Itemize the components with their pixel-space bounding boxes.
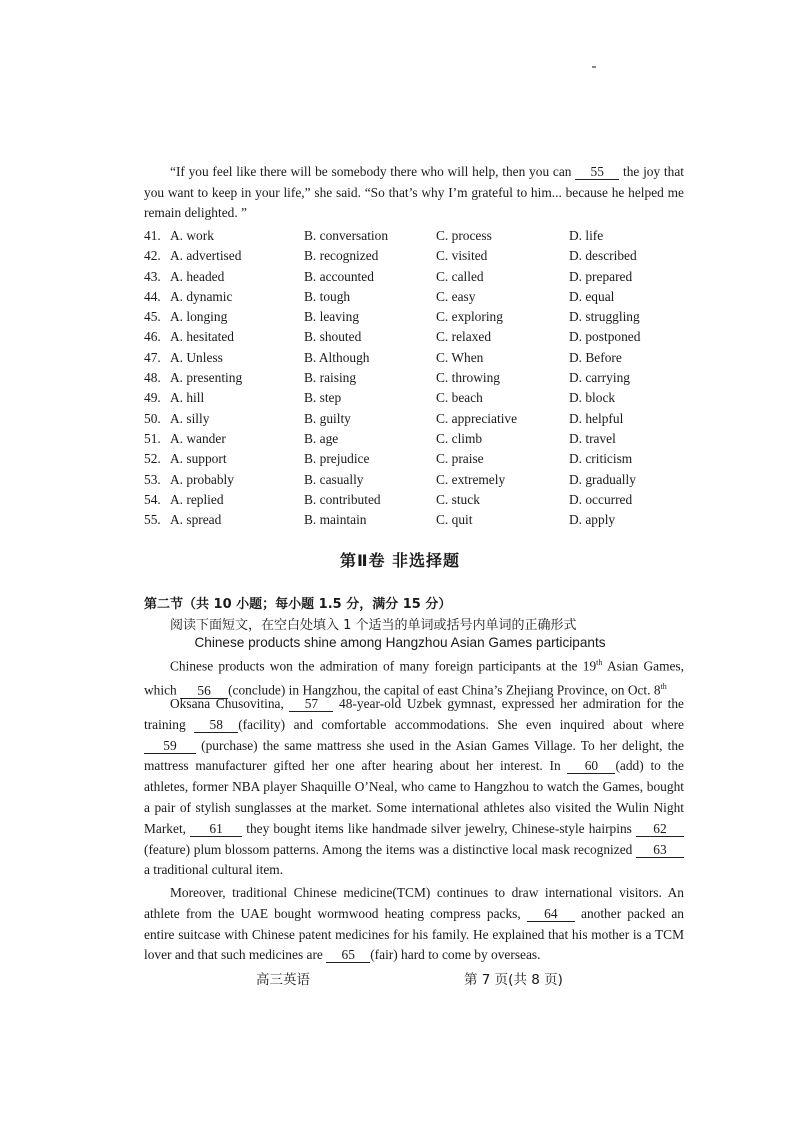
blank-55: 55: [575, 164, 619, 180]
option-b: B. contributed: [304, 491, 381, 507]
blank-63: 63: [636, 842, 684, 858]
option-b: B. Although: [304, 349, 370, 365]
options-list: [144, 226, 684, 530]
option-d: D. described: [569, 248, 637, 264]
option-b: B. tough: [304, 288, 351, 304]
option-d: D. gradually: [569, 471, 636, 487]
question-number: 51.: [144, 430, 161, 446]
option-c: C. called: [436, 268, 484, 284]
option-row: [144, 449, 684, 469]
option-a: A. wander: [170, 430, 226, 446]
option-row: [144, 267, 684, 287]
option-a: A. Unless: [170, 349, 223, 365]
option-d: D. equal: [569, 288, 615, 304]
option-c: C. climb: [436, 430, 483, 446]
blank-60: 60: [567, 758, 615, 774]
option-row: [144, 348, 684, 368]
question-number: 48.: [144, 370, 161, 386]
option-a: A. replied: [170, 491, 224, 507]
option-a: A. presenting: [170, 370, 243, 386]
option-d: D. criticism: [569, 451, 633, 467]
option-row: [144, 429, 684, 449]
blank-65: 65: [326, 947, 370, 963]
option-row: [144, 246, 684, 266]
question-number: 41.: [144, 228, 161, 243]
option-b: B. step: [304, 390, 342, 406]
option-b: B. leaving: [304, 309, 360, 325]
option-row: [144, 388, 684, 408]
option-row: [144, 368, 684, 388]
passage-paragraph-1: Chinese products won the admiration of many foreign participants at the 19th Asian Games, which 56 (conclude) in Hangzhou, the capital of east China’s Zhejiang Province, on Oct. 8th: [144, 658, 684, 698]
option-d: D. postponed: [569, 329, 641, 345]
passage-paragraph-3: Moreover, traditional Chinese medicine(TCM) continues to draw international visitors. An athlete from the UAE bought wormwood heating compress packs, 64 another packed an entire suitcase with Chinese patent medicines for his family. He explained that his mother is a TCM lover and that such medicines are 65 (fair) hard to come by overseas.: [144, 885, 684, 963]
option-row: [144, 470, 684, 490]
option-row: [144, 287, 684, 307]
option-d: D. carrying: [569, 370, 630, 386]
question-number: 54.: [144, 491, 161, 507]
option-b: B. accounted: [304, 268, 374, 284]
option-d: D. apply: [569, 512, 616, 528]
question-number: 55.: [144, 512, 161, 528]
option-row: [144, 510, 684, 530]
section2-header: 第二节（共 10 小题；每小题 1.5 分，满分 15 分）: [144, 597, 452, 612]
option-a: A. support: [170, 451, 227, 467]
option-a: A. hesitated: [170, 329, 234, 345]
option-b: B. raising: [304, 370, 357, 386]
question-number: 44.: [144, 288, 161, 304]
option-a: A. advertised: [170, 248, 242, 264]
option-row: [144, 226, 684, 246]
question-number: 53.: [144, 471, 161, 487]
option-c: C. exploring: [436, 309, 503, 325]
option-d: D. block: [569, 390, 616, 406]
option-a: A. work: [170, 228, 214, 243]
footer-subject: 高三英语: [256, 972, 310, 988]
option-c: C. praise: [436, 451, 484, 467]
section-title: 第Ⅱ卷 非选择题: [339, 551, 461, 570]
option-b: B. guilty: [304, 410, 351, 426]
option-row: [144, 490, 684, 510]
option-row: [144, 409, 684, 429]
option-b: B. prejudice: [304, 451, 370, 467]
option-c: C. easy: [436, 288, 476, 304]
blank-61: 61: [190, 821, 242, 837]
option-c: C. appreciative: [436, 410, 518, 426]
option-a: A. probably: [170, 471, 234, 487]
blank-57: 57: [289, 696, 333, 712]
instruction: 阅读下面短文，在空白处填入 1 个适当的单词或括号内单词的正确形式: [170, 618, 577, 633]
question-number: 43.: [144, 268, 161, 284]
question-number: 49.: [144, 390, 161, 406]
blank-58: 58: [194, 717, 238, 733]
blank-56: 56: [180, 683, 228, 699]
option-c: C. throwing: [436, 370, 500, 386]
option-b: B. maintain: [304, 512, 367, 528]
blank-64: 64: [527, 906, 575, 922]
passage-paragraph-2: Oksana Chusovitina, 57 48-year-old Uzbek gymnast, expressed her admiration for the training 58 (facility) and comfortable accommodations. She even inquired about where 59 (purchase) the same mattress she used in the Asian Games Village. To her delight, the mattress manufacturer gifted her one after hearing about her interest. In 60 (add) to the athletes, former NBA player Shaquille O’Neal, who came to Hangzhou to watch the Games, bought a pair of stylish sunglasses at the market. Some international athletes also visited the Wulin Night Market, 61 they bought items like handmade silver jewelry, Chinese-style hairpins 62(feature) plum blossom patterns. Among the items was a distinctive local mask recognized 63 a traditional cultural item.: [144, 696, 684, 878]
option-a: A. longing: [170, 309, 228, 325]
option-a: A. silly: [170, 410, 210, 426]
passage-headline: Chinese products shine among Hangzhou Asian Games participants: [194, 635, 606, 650]
question-number: 45.: [144, 309, 161, 325]
option-b: B. shouted: [304, 329, 362, 345]
scan-mark: [592, 66, 596, 68]
option-d: D. occurred: [569, 491, 633, 507]
option-c: C. quit: [436, 512, 473, 528]
option-row: [144, 307, 684, 327]
option-d: D. travel: [569, 430, 616, 446]
blank-62: 62: [636, 821, 684, 837]
question-number: 50.: [144, 410, 161, 426]
option-b: B. casually: [304, 471, 364, 487]
intro-paragraph: “If you feel like there will be somebody there who will help, then you can 55 the joy that you want to keep in your life,” she said. “So that’s why I’m grateful to him... because he helped me remain delighted. ”: [144, 164, 684, 220]
question-number: 42.: [144, 248, 161, 264]
option-a: A. hill: [170, 390, 205, 406]
option-b: B. conversation: [304, 228, 389, 243]
question-number: 47.: [144, 349, 161, 365]
option-row: [144, 327, 684, 347]
footer-page-number: 第 7 页(共 8 页): [464, 972, 563, 988]
option-d: D. Before: [569, 349, 622, 365]
option-b: B. age: [304, 430, 339, 446]
option-c: C. stuck: [436, 491, 480, 507]
question-number: 52.: [144, 451, 161, 467]
option-d: D. prepared: [569, 268, 633, 284]
question-number: 46.: [144, 329, 161, 345]
option-d: D. life: [569, 228, 604, 243]
option-a: A. headed: [170, 268, 225, 284]
option-d: D. helpful: [569, 410, 624, 426]
option-d: D. struggling: [569, 309, 640, 325]
option-c: C. When: [436, 349, 484, 365]
option-c: C. relaxed: [436, 329, 492, 345]
option-a: A. spread: [170, 512, 222, 528]
option-c: C. visited: [436, 248, 488, 264]
option-a: A. dynamic: [170, 288, 233, 304]
blank-59: 59: [144, 738, 196, 754]
option-c: C. process: [436, 228, 492, 243]
option-c: C. extremely: [436, 471, 506, 487]
option-c: C. beach: [436, 390, 483, 406]
option-b: B. recognized: [304, 248, 379, 264]
